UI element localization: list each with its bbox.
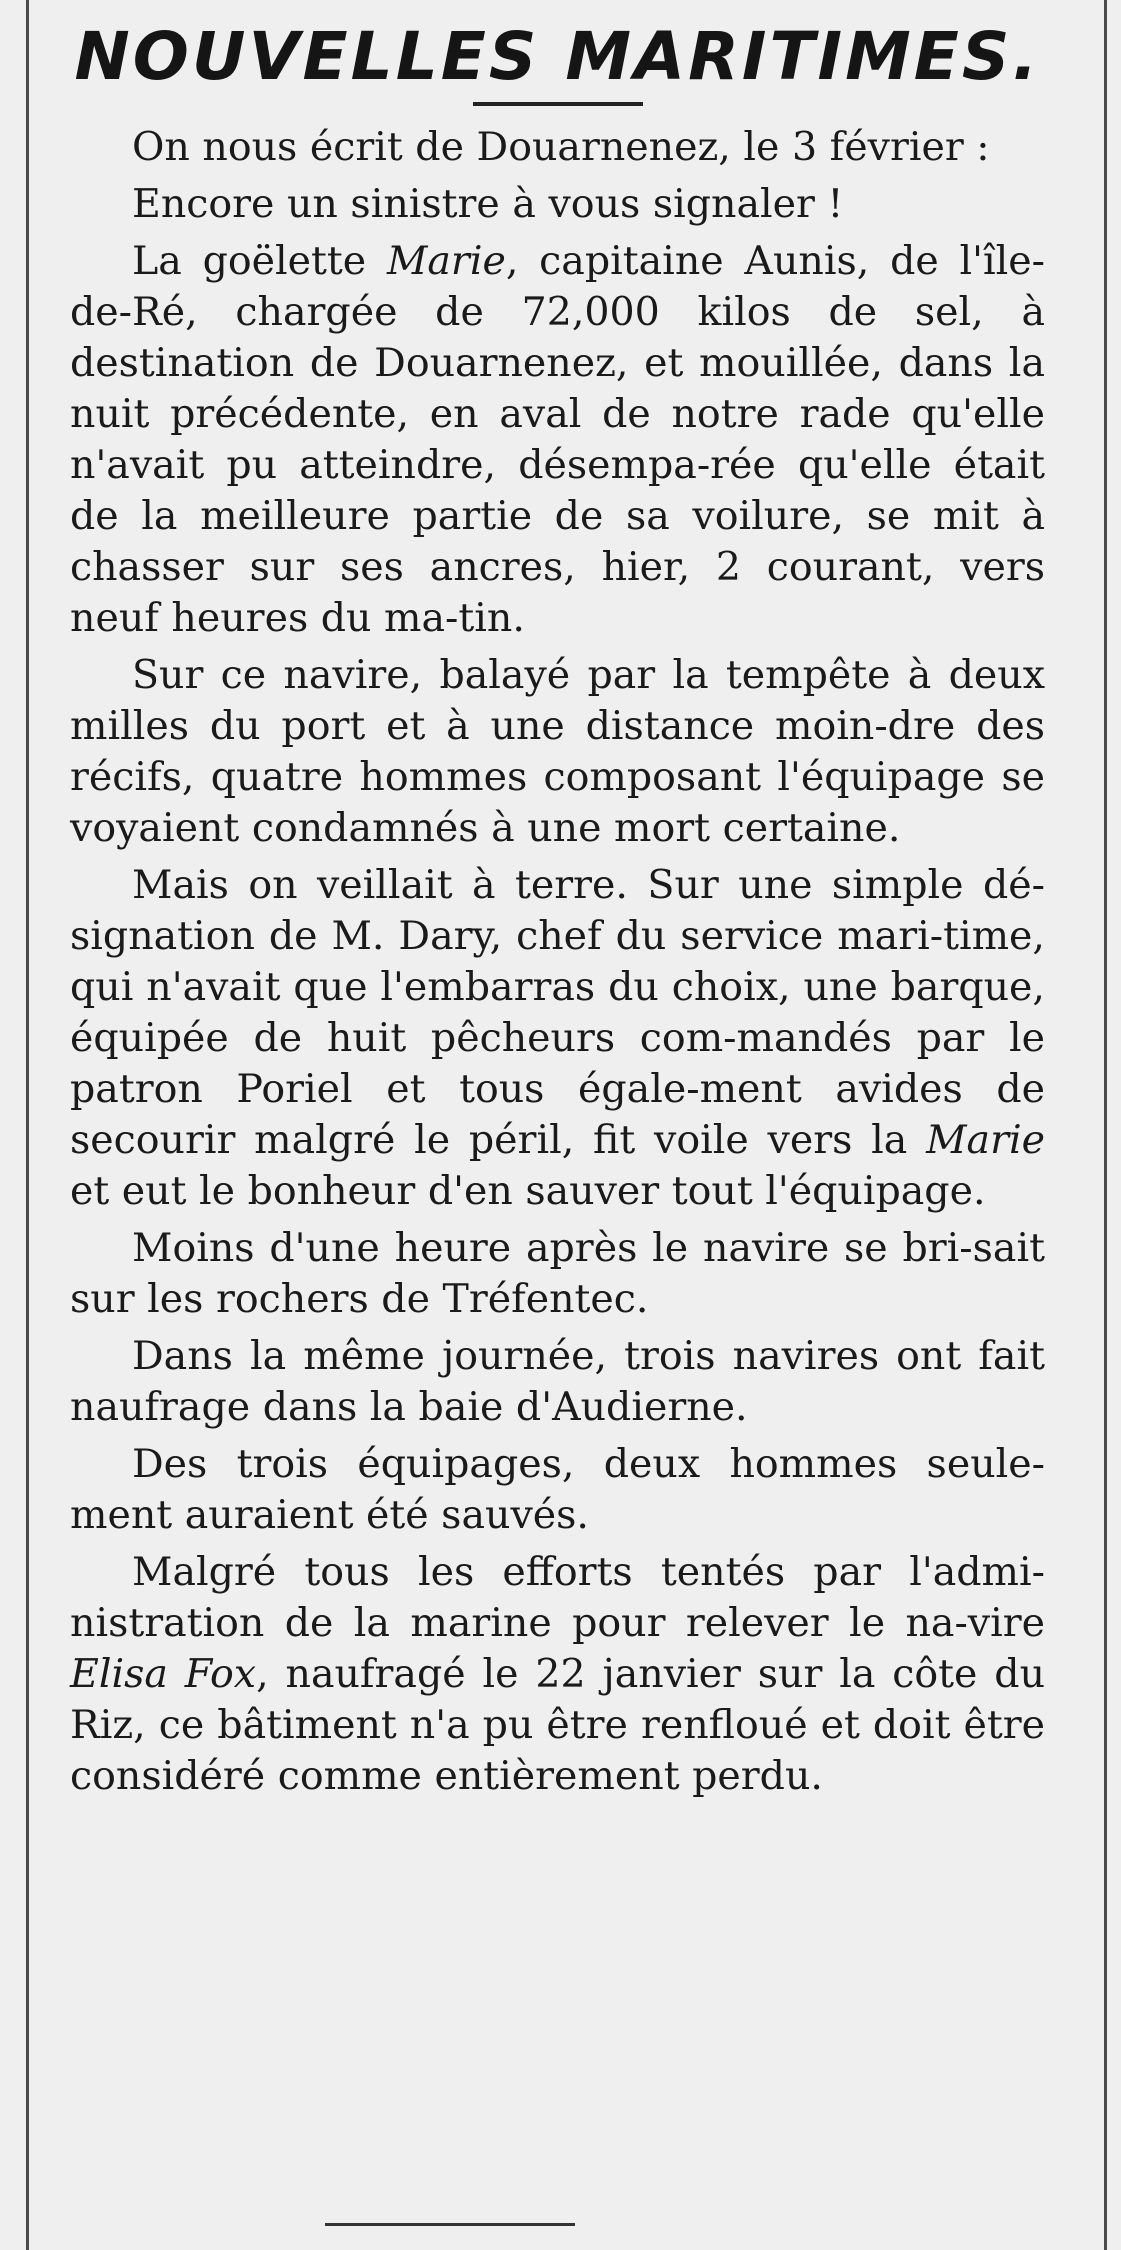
paragraph-text: Sur ce navire, balayé par la tempête à deux milles du port et à une distance moin-dre des récifs, quatre hommes composant l'équipage se voyaient condamnés à une mort certaine. bbox=[70, 652, 1045, 851]
paragraph-5 bbox=[70, 860, 1045, 1217]
ship-name: Marie bbox=[926, 1117, 1045, 1163]
paragraph-3 bbox=[70, 236, 1045, 644]
paragraph-9 bbox=[70, 1547, 1045, 1802]
article-column bbox=[70, 0, 1045, 1808]
paragraph-2 bbox=[70, 179, 1045, 230]
paragraph-text: On nous écrit de Douarnenez, le 3 février : bbox=[132, 124, 990, 170]
paragraph-text: , naufragé le 22 janvier sur la côte du Riz, ce bâtiment n'a pu être renfloué et doit être considéré comme entièrement perdu. bbox=[70, 1651, 1046, 1799]
end-rule bbox=[325, 2223, 575, 2226]
headline-rule bbox=[473, 102, 643, 106]
paragraph-text: Malgré tous les efforts tentés par l'admi-nistration de la marine pour relever le na-vire bbox=[70, 1549, 1045, 1646]
paragraph-text: La goëlette bbox=[132, 238, 387, 284]
paragraph-text: Mais on veillait à terre. Sur une simple dé-signation de M. Dary, chef du service mari-time, qui n'avait que l'embarras du choix, une barque, équipée de huit pêcheurs com-mandés par le patron Poriel et tous égale-ment avides de secourir malgré le péril, fit voile vers la bbox=[70, 862, 1045, 1163]
paragraph-text: Dans la même journée, trois navires ont fait naufrage dans la baie d'Audierne. bbox=[70, 1333, 1045, 1430]
paragraph-text: Des trois équipages, deux hommes seule-ment auraient été sauvés. bbox=[70, 1441, 1045, 1538]
paragraph-7 bbox=[70, 1331, 1045, 1433]
paragraph-text: , capitaine Aunis, de l'île-de-Ré, chargée de 72,000 kilos de sel, à destination de Douarnenez, et mouillée, dans la nuit précédente, en aval de notre rade qu'elle n'avait pu atteindre, désempa-rée qu'elle était de la meilleure partie de sa voilure, se mit à chasser sur ses ancres, hier, 2 courant, vers neuf heures du ma-tin. bbox=[70, 238, 1046, 641]
paragraph-text: Encore un sinistre à vous signaler ! bbox=[132, 181, 844, 227]
paragraph-4 bbox=[70, 650, 1045, 854]
left-column-rule bbox=[26, 0, 29, 2250]
article-headline: NOUVELLES MARITIMES. bbox=[74, 18, 1041, 95]
paragraph-text: Moins d'une heure après le navire se bri-sait sur les rochers de Tréfentec. bbox=[70, 1225, 1045, 1322]
paragraph-1 bbox=[70, 122, 1045, 173]
paragraph-6 bbox=[70, 1223, 1045, 1325]
ship-name: Elisa Fox bbox=[70, 1651, 257, 1697]
paragraph-8 bbox=[70, 1439, 1045, 1541]
ship-name: Marie bbox=[386, 238, 506, 284]
right-column-rule bbox=[1104, 0, 1107, 2250]
paragraph-text: et eut le bonheur d'en sauver tout l'équipage. bbox=[70, 1168, 986, 1214]
